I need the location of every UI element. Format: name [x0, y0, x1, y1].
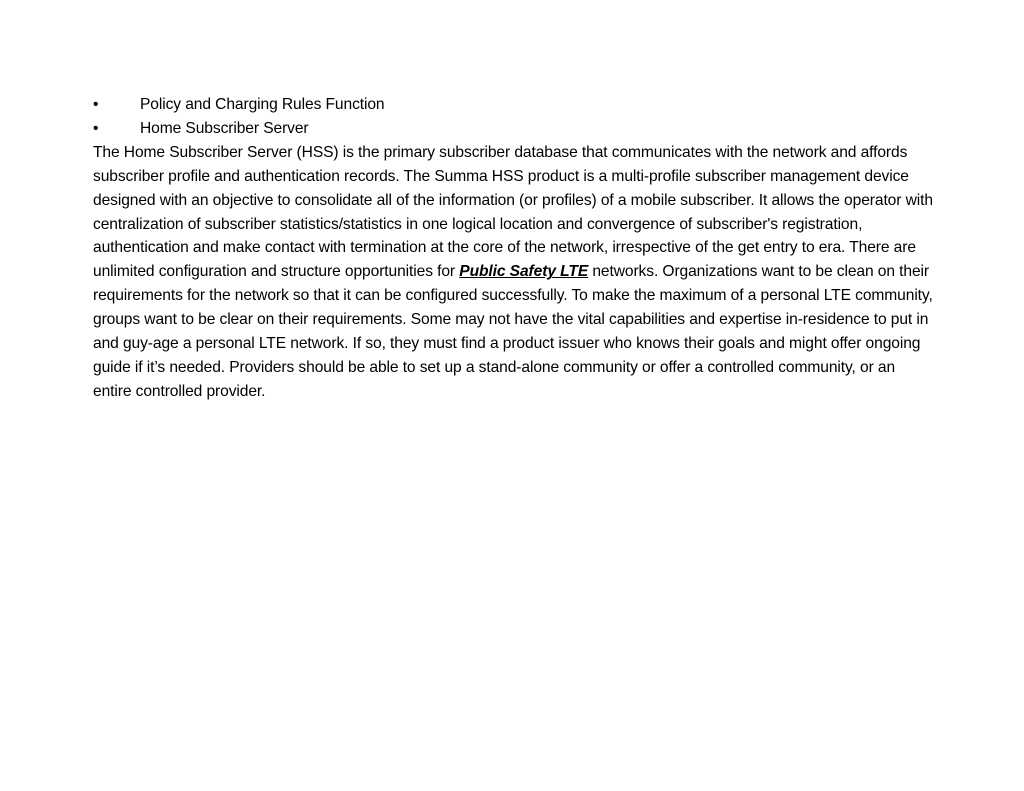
- public-safety-lte-link[interactable]: Public Safety LTE: [459, 263, 589, 281]
- document-body: [93, 93, 933, 404]
- bullet-text: Policy and Charging Rules Function: [140, 96, 385, 113]
- bullet-item-hss: [93, 117, 933, 141]
- bullet-mark: •: [93, 119, 99, 137]
- hss-paragraph: [93, 141, 933, 404]
- bullet-text: Home Subscriber Server: [140, 119, 309, 137]
- paragraph-text-before-link: The Home Subscriber Server (HSS) is the primary subscriber database that communicates with the network and affords subscriber profile and authentication records. The Summa HSS product is a multi-profile subscriber management device designed with an objective to consolidate all of the information (or profiles) of a mobile subscriber. It allows the operator with centralization of subscriber statistics/statistics in one logical location and convergence of subscriber's registration, authentication and make contact with termination at the core of the network, irrespective of the get entry to era. There are unlimited configuration and structure opportunities for: [93, 143, 933, 281]
- bullet-item-pcrf: [93, 93, 933, 117]
- paragraph-text-after-link: networks. Organizations want to be clean on their requirements for the network so that it can be configured successfully. To make the maximum of a personal LTE community, groups want to be clear on their requirements. Some may not have the vital capabilities and expertise in-residence to put in and guy-age a personal LTE network. If so, they must find a product issuer who knows their goals and might offer ongoing guide if it’s needed. Providers should be able to set up a stand-alone community or offer a controlled community, or an entire controlled provider.: [93, 263, 933, 400]
- bullet-mark: •: [93, 96, 99, 113]
- bullet-list: [93, 93, 933, 141]
